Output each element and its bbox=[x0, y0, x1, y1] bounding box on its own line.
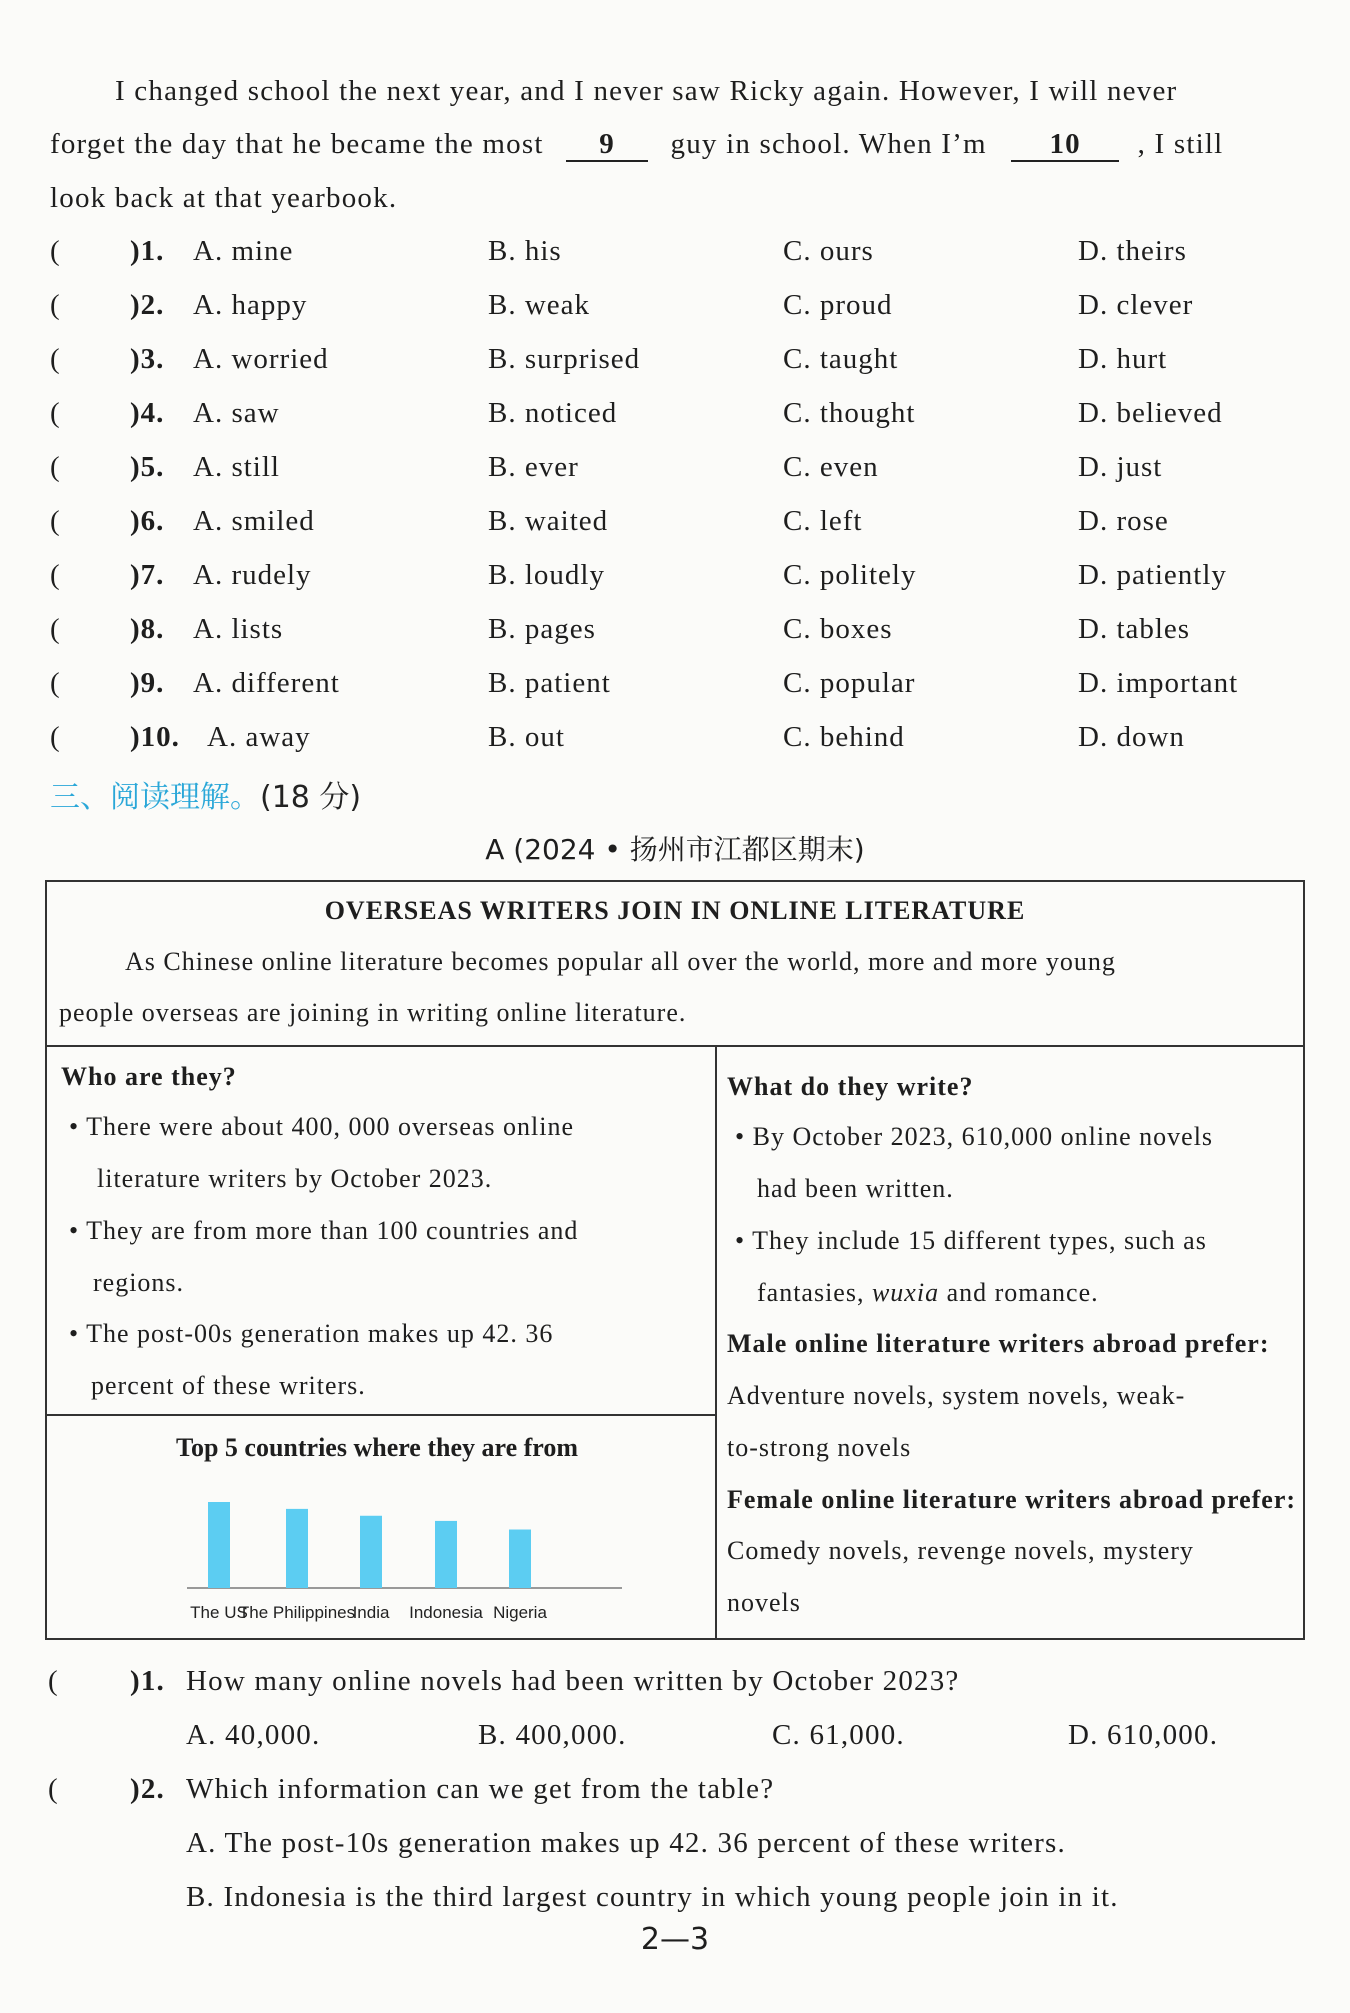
question-number: )3. bbox=[130, 343, 165, 375]
female-text-2: novels bbox=[727, 1588, 801, 1617]
option-b[interactable]: B. surprised bbox=[488, 343, 641, 375]
option-a[interactable]: A. still bbox=[193, 451, 280, 483]
bar-nigeria bbox=[509, 1530, 531, 1588]
answer-paren[interactable]: ( bbox=[50, 397, 61, 429]
option-d[interactable]: D. patiently bbox=[1078, 559, 1227, 591]
option-d[interactable]: D. down bbox=[1078, 721, 1185, 753]
question-number: )4. bbox=[130, 397, 165, 429]
bar-the-us bbox=[208, 1502, 230, 1588]
x-tick-label: The Philippines bbox=[238, 1603, 356, 1622]
text: fantasies, bbox=[757, 1278, 872, 1307]
option-d[interactable]: D. theirs bbox=[1078, 235, 1187, 267]
question-number: )2. bbox=[130, 289, 165, 321]
section-heading-text: 三、阅读理解。 bbox=[50, 780, 260, 815]
what-bullet-1-cont: had been written. bbox=[757, 1174, 954, 1203]
option-b[interactable]: B. loudly bbox=[488, 559, 605, 591]
passage-source: A (2024 • 扬州市江都区期末) bbox=[485, 833, 865, 866]
question-number: )1. bbox=[130, 235, 165, 267]
option-a[interactable]: A. mine bbox=[193, 235, 294, 267]
option-c[interactable]: C. politely bbox=[783, 559, 917, 591]
option-b[interactable]: B. patient bbox=[488, 667, 611, 699]
option-d[interactable]: D. rose bbox=[1078, 505, 1169, 537]
question-number: )2. bbox=[130, 1773, 166, 1805]
option-row bbox=[50, 397, 1320, 449]
what-bullet-1: • By October 2023, 610,000 online novels bbox=[735, 1122, 1214, 1151]
option-a[interactable]: A. happy bbox=[193, 289, 308, 321]
text-italic: wuxia bbox=[871, 1278, 940, 1307]
option-b[interactable]: B. noticed bbox=[488, 397, 618, 429]
question-1-option-b[interactable]: B. 400,000. bbox=[478, 1719, 627, 1751]
text: and romance. bbox=[939, 1278, 1099, 1307]
male-text-2: to-strong novels bbox=[727, 1433, 912, 1462]
passage-line-3: look back at that yearbook. bbox=[50, 182, 398, 214]
option-c[interactable]: C. boxes bbox=[783, 613, 893, 645]
option-c[interactable]: C. ours bbox=[783, 235, 874, 267]
option-c[interactable]: C. thought bbox=[783, 397, 916, 429]
question-2-option-a[interactable]: A. The post-10s generation makes up 42. 36 percent of these writers. bbox=[186, 1827, 1066, 1859]
option-a[interactable]: A. lists bbox=[193, 613, 284, 645]
bar-indonesia bbox=[435, 1521, 457, 1588]
question-number: )6. bbox=[130, 505, 165, 537]
answer-paren[interactable]: ( bbox=[50, 721, 61, 753]
blank-9[interactable]: 9 bbox=[566, 128, 648, 162]
who-bullet-3-cont: percent of these writers. bbox=[91, 1371, 366, 1400]
option-b[interactable]: B. waited bbox=[488, 505, 609, 537]
option-row bbox=[50, 451, 1320, 503]
option-a[interactable]: A. worried bbox=[193, 343, 329, 375]
option-b[interactable]: B. pages bbox=[488, 613, 596, 645]
answer-paren[interactable]: ( bbox=[50, 451, 61, 483]
option-row bbox=[50, 505, 1320, 557]
answer-paren[interactable]: ( bbox=[50, 289, 61, 321]
answer-paren[interactable]: ( bbox=[50, 235, 61, 267]
answer-paren[interactable]: ( bbox=[50, 559, 61, 591]
passage-line-1: I changed school the next year, and I never saw Ricky again. However, I will never bbox=[115, 75, 1178, 107]
option-a[interactable]: A. rudely bbox=[193, 559, 312, 591]
x-tick-label: The US bbox=[190, 1603, 248, 1622]
option-d[interactable]: D. believed bbox=[1078, 397, 1223, 429]
who-bullet-3: • The post-00s generation makes up 42. 36 bbox=[69, 1319, 554, 1348]
option-row bbox=[50, 613, 1320, 665]
option-d[interactable]: D. just bbox=[1078, 451, 1163, 483]
option-row bbox=[50, 289, 1320, 341]
option-a[interactable]: A. away bbox=[207, 721, 311, 753]
passage-text: forget the day that he became the most bbox=[50, 128, 544, 160]
question-1-option-d[interactable]: D. 610,000. bbox=[1068, 1719, 1219, 1751]
option-c[interactable]: C. popular bbox=[783, 667, 916, 699]
question-number: )5. bbox=[130, 451, 165, 483]
option-d[interactable]: D. important bbox=[1078, 667, 1239, 699]
option-a[interactable]: A. different bbox=[193, 667, 340, 699]
option-c[interactable]: C. left bbox=[783, 505, 863, 537]
option-b[interactable]: B. weak bbox=[488, 289, 591, 321]
question-number: )1. bbox=[130, 1665, 166, 1697]
page-number: 2—3 bbox=[640, 1922, 710, 1957]
option-row bbox=[50, 721, 1320, 773]
answer-paren[interactable]: ( bbox=[50, 613, 61, 645]
table-title: OVERSEAS WRITERS JOIN IN ONLINE LITERATURE bbox=[324, 896, 1026, 925]
passage-text: , I still bbox=[1137, 128, 1224, 160]
male-heading: Male online literature writers abroad prefer: bbox=[727, 1329, 1270, 1358]
option-c[interactable]: C. behind bbox=[783, 721, 905, 753]
option-d[interactable]: D. hurt bbox=[1078, 343, 1168, 375]
table-intro-2: people overseas are joining in writing online literature. bbox=[59, 998, 687, 1027]
blank-10[interactable]: 10 bbox=[1011, 128, 1119, 162]
option-d[interactable]: D. clever bbox=[1078, 289, 1194, 321]
chart-title: Top 5 countries where they are from bbox=[176, 1433, 578, 1462]
answer-paren[interactable]: ( bbox=[50, 505, 61, 537]
bar-chart bbox=[157, 1482, 627, 1632]
divider bbox=[47, 1045, 1303, 1047]
question-2-option-b[interactable]: B. Indonesia is the third largest country in which young people join in it. bbox=[186, 1881, 1119, 1913]
what-bullet-2-cont bbox=[757, 1278, 1099, 1308]
passage-line-2 bbox=[50, 128, 1223, 162]
x-tick-label: Indonesia bbox=[409, 1603, 483, 1622]
question-number: )10. bbox=[130, 721, 180, 753]
section-points: (18 分) bbox=[260, 780, 362, 815]
passage-text: guy in school. When I’m bbox=[670, 128, 987, 160]
option-c[interactable]: C. even bbox=[783, 451, 879, 483]
question-number: )9. bbox=[130, 667, 165, 699]
who-heading: Who are they? bbox=[61, 1062, 237, 1091]
x-tick-label: India bbox=[352, 1603, 390, 1622]
table-intro-1: As Chinese online literature becomes popular all over the world, more and more young bbox=[125, 947, 1116, 976]
question-1: How many online novels had been written by October 2023? bbox=[186, 1665, 960, 1697]
who-bullet-1: • There were about 400, 000 overseas online bbox=[69, 1112, 575, 1141]
option-a[interactable]: A. saw bbox=[193, 397, 280, 429]
what-bullet-2: • They include 15 different types, such as bbox=[735, 1226, 1207, 1255]
answer-paren[interactable]: ( bbox=[50, 343, 61, 375]
option-row bbox=[50, 235, 1320, 287]
bar-the-philippines bbox=[286, 1509, 308, 1588]
info-table bbox=[45, 880, 1305, 1640]
who-bullet-2-cont: regions. bbox=[93, 1268, 185, 1297]
what-heading: What do they write? bbox=[727, 1072, 974, 1101]
option-b[interactable]: B. ever bbox=[488, 451, 579, 483]
option-b[interactable]: B. his bbox=[488, 235, 562, 267]
x-tick-label: Nigeria bbox=[493, 1603, 547, 1622]
option-b[interactable]: B. out bbox=[488, 721, 565, 753]
divider bbox=[47, 1414, 715, 1416]
divider bbox=[715, 1045, 717, 1640]
option-c[interactable]: C. taught bbox=[783, 343, 899, 375]
question-number: )8. bbox=[130, 613, 165, 645]
male-text-1: Adventure novels, system novels, weak- bbox=[727, 1381, 1186, 1410]
female-heading: Female online literature writers abroad prefer: bbox=[727, 1485, 1297, 1514]
option-d[interactable]: D. tables bbox=[1078, 613, 1191, 645]
option-row bbox=[50, 343, 1320, 395]
option-a[interactable]: A. smiled bbox=[193, 505, 315, 537]
question-1-option-a[interactable]: A. 40,000. bbox=[186, 1719, 321, 1751]
option-c[interactable]: C. proud bbox=[783, 289, 893, 321]
option-row bbox=[50, 667, 1320, 719]
section-heading bbox=[50, 772, 361, 816]
paren[interactable]: ( bbox=[48, 1665, 59, 1697]
question-number: )7. bbox=[130, 559, 165, 591]
option-row bbox=[50, 559, 1320, 611]
bar-india bbox=[360, 1516, 382, 1588]
paren[interactable]: ( bbox=[48, 1773, 59, 1805]
answer-paren[interactable]: ( bbox=[50, 667, 61, 699]
question-1-option-c[interactable]: C. 61,000. bbox=[772, 1719, 905, 1751]
who-bullet-2: • They are from more than 100 countries and bbox=[69, 1216, 579, 1245]
who-bullet-1-cont: literature writers by October 2023. bbox=[97, 1164, 493, 1193]
female-text-1: Comedy novels, revenge novels, mystery bbox=[727, 1536, 1194, 1565]
question-2: Which information can we get from the table? bbox=[186, 1773, 775, 1805]
